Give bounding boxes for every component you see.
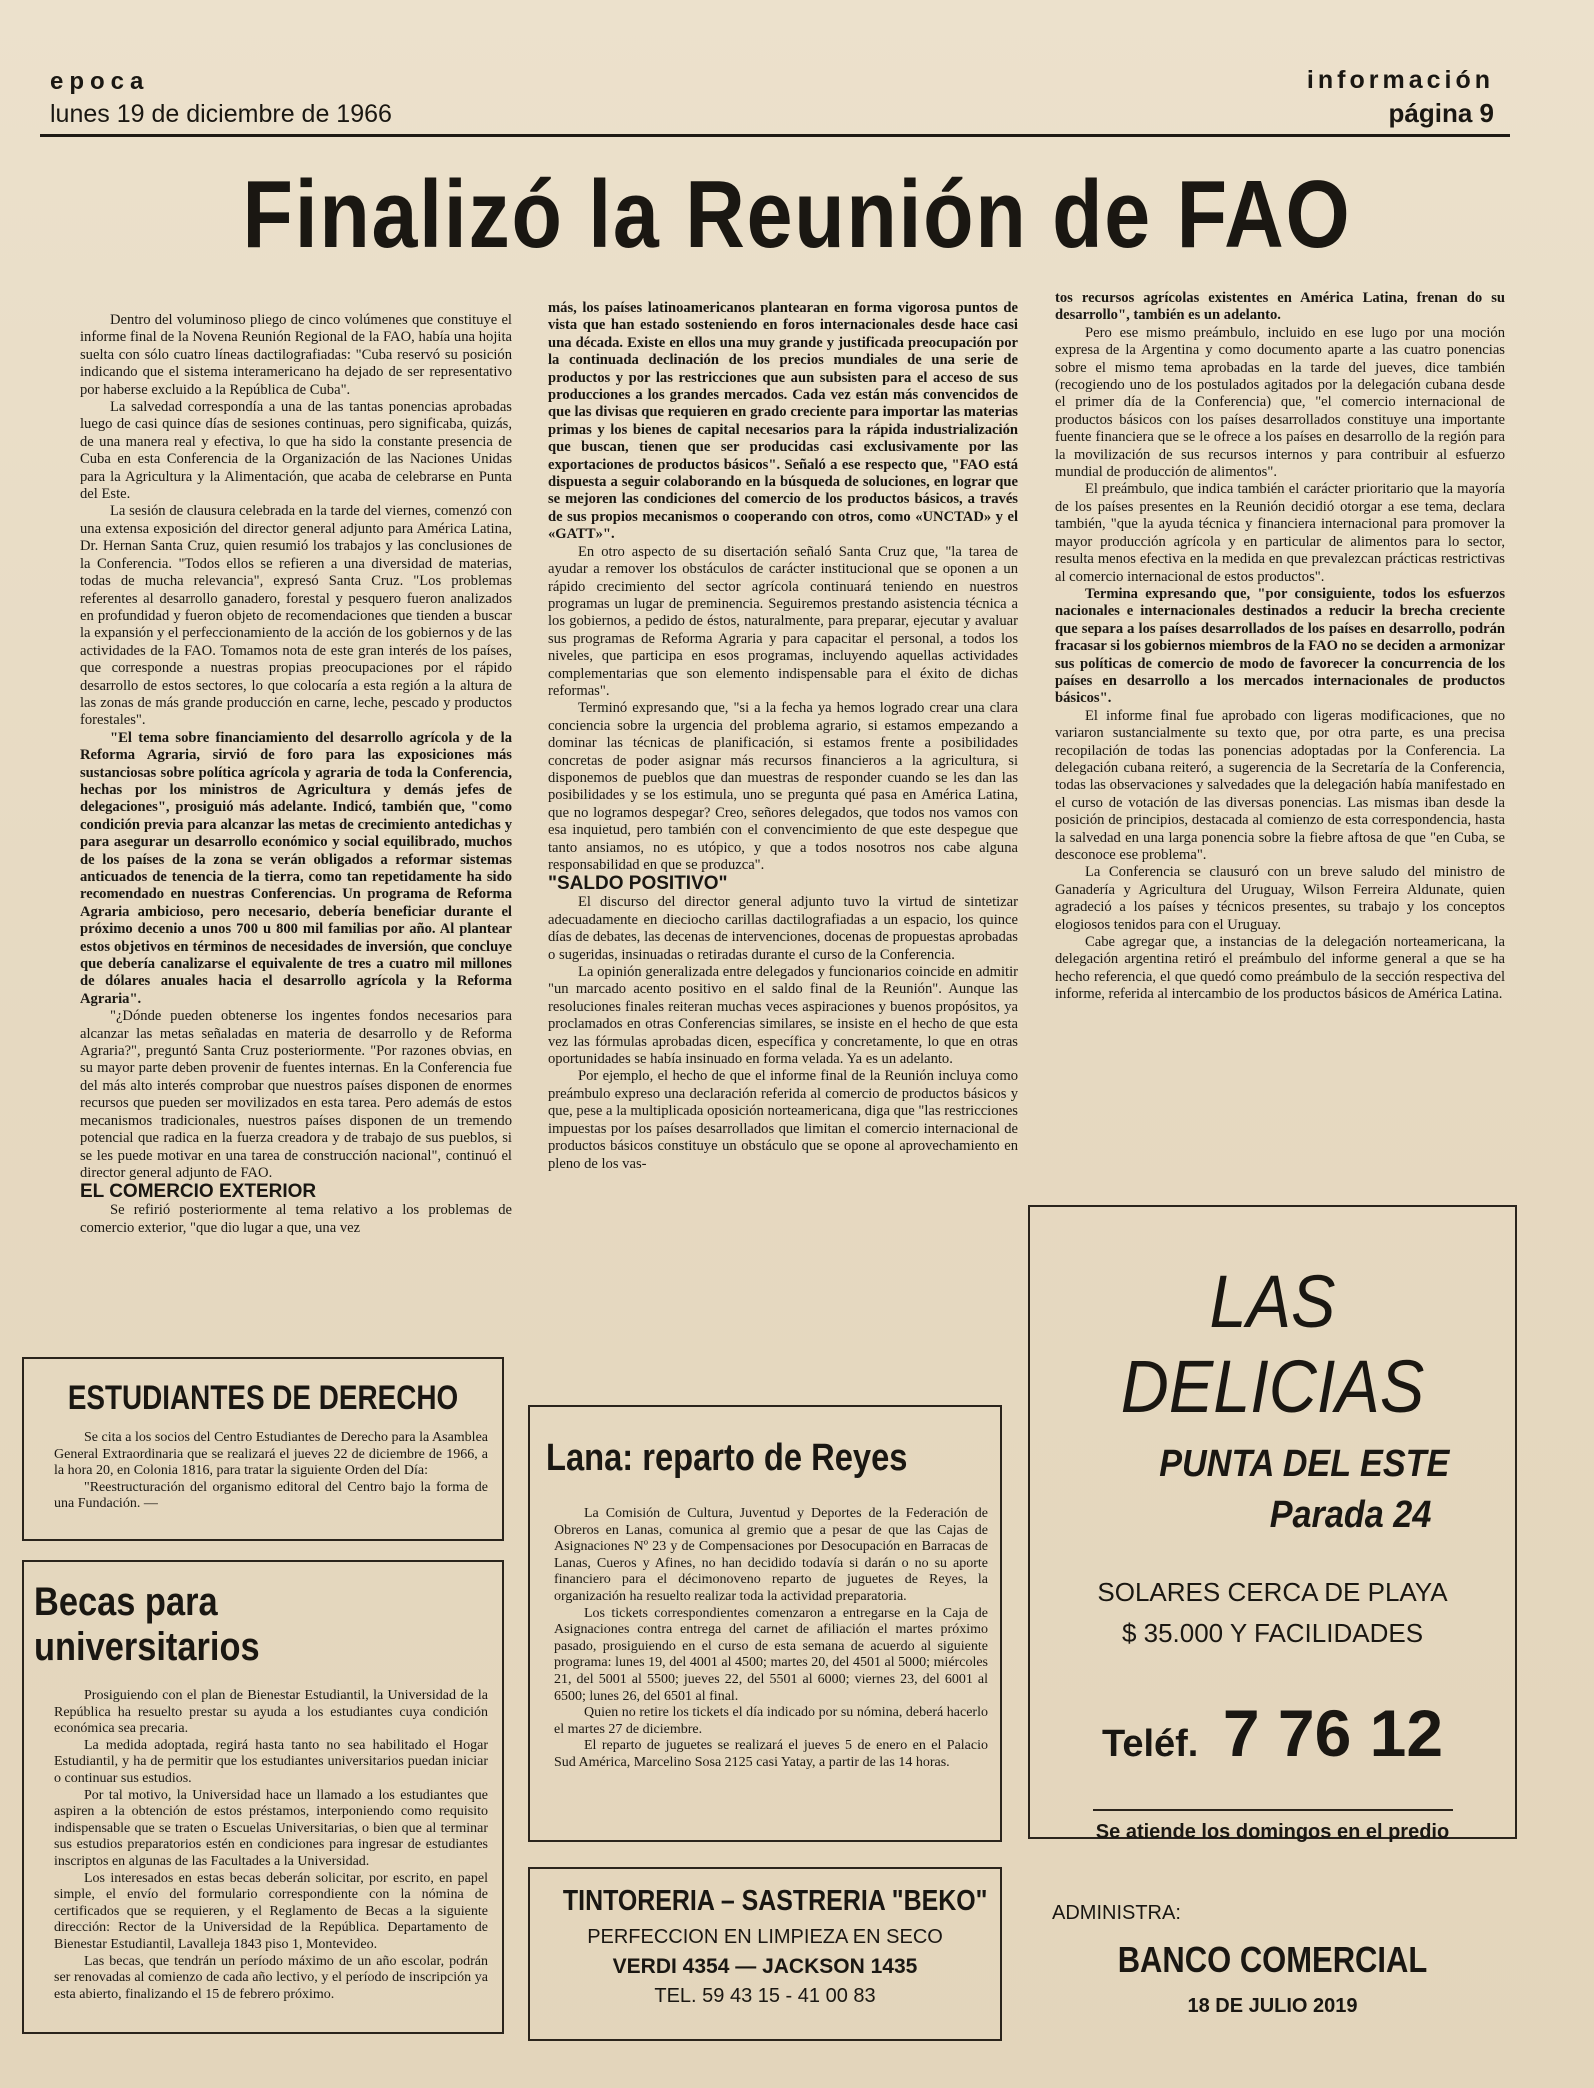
ad-place: PUNTA DEL ESTE [1159,1443,1450,1485]
paragraph: Por tal motivo, la Universidad hace un llamado a los estudiantes que aspiren a la obtención de estos préstamos, interponiendo como requisito indispensable que se traten o Escuelas Universitarias, o bien que al terminar sus estudios preparatorios estén en condiciones para ingresar de estudiantes inscriptos en algunas de las Facultades a la Universidad. [54,1787,488,1869]
ad-name: LAS DELICIAS [1120,1260,1425,1428]
paragraph: La sesión de clausura celebrada en la tarde del viernes, comenzó con una extensa exposición del director general adjunto para América Latina, Dr. Hernan Santa Cruz, quien resumió los trabajos y las conclusiones de la Conferencia. "Todos ellos se refieren a una diversidad de materias, todas de mucha relevancia", expresó Santa Cruz. "Los problemas referentes al desarrollo ganadero, forestal y pesquero fueron analizados en profundidad y fueron objeto de recomendaciones que tienden a buscar la expansión y el perfeccionamiento de la acción de los gobiernos y de las actividades de la FAO. Tomamos nota de este gran interés de los países, que corresponde a nuestras propias preocupaciones por el rápido desarrollo de estos sectores, lo que colocaría a esta región a la altura de las zonas de más grande producción en carne, leche, pescado y productos forestales". [80,503,512,729]
paragraph: La salvedad correspondía a una de las tantas ponencias aprobadas luego de casi quince días de sesiones continuas, pero significaba, quizás, de una manera real y efectiva, lo que ha sido la constante presencia de Cuba en esta Conferencia de la Organización de las Naciones Unidas para la Agricultura y la Alimentación, que acaba de celebrarse en Punta del Este. [80,399,512,503]
paragraph: La Conferencia se clausuró con un breve saludo del ministro de Ganadería y Agricultura del Uruguay, Wilson Ferreira Aldunate, quien agradeció a los países y técnicos presentes, su trabajo y los conceptos elogiosos tenidos para con el Uruguay. [1055,864,1505,933]
ad-admin-label: ADMINISTRA: [1052,1902,1181,1924]
notice-lana-reparto-reyes [528,1405,1002,1842]
article-column-1 [80,312,512,1237]
paragraph: El informe final fue aprobado con ligeras modificaciones, que no variaron sustancialmente su texto que, por otra parte, es una precisa recopilación de todas las ponencias adoptadas por la Conferencia. La delegación cubana reiteró, a sugerencia de la Secretaría de la Conferencia, todas las observaciones y salvedades que la delegación había manifestado en el curso de votación de las diversas ponencias. Las mismas iban desde la posición de principios, destacada al comienzo de esta correspondencia, hasta la salvedad en una larga ponencia sobre la fiebre aftosa de que "en Cuba, se desconoce ese problema". [1055,707,1505,863]
paragraph: Los tickets correspondientes comenzaron a entregarse en la Caja de Asignaciones contra entrega del carnet de afiliación el martes próximo pasado, prosiguiendo en el curso de esta semana de acuerdo al siguiente programa: lunes 19, del 4001 al 4500; martes 20, del 4501 al 5000; miércoles 21, del 5001 al 5500; jueves 22, del 5501 al 6000; viernes 23, del 6001 al 6500; lunes 26, del 6501 al final. [554,1605,988,1704]
subhead-comercio-exterior: EL COMERCIO EXTERIOR [80,1181,317,1203]
ad-phone [1030,1695,1515,1771]
paragraph: La Comisión de Cultura, Juventud y Deportes de la Federación de Obreros en Lanas, comunica al gremio que a pesar de que las Cajas de Asignaciones Nº 23 y de Compensaciones por Desocupación en Barracas de Lanas, Cueros y Afines, no han decidido todavía si darán o no su aporte financiero para el décimonoveno reparto de juguetes de Reyes, la organización ha resuelto realizar toda la actividad preparatoria. [554,1506,988,1604]
paragraph: más, los países latinoamericanos plantearan en forma vigorosa puntos de vista que han estado sosteniendo en foros internacionales desde hace casi una década. Existe en ellos una muy grande y justificada preocupación por la continuada declinación de los precios mundiales de una serie de productos y por las restricciones que aun subsisten para el acceso de sus producciones a los grandes mercados. Cada vez están más convencidos de que las divisas que requieren en grado creciente para importar las materias primas y los bienes de capital necesarios para la rápida industrialización que buscan, tienen que ser producidas casi exclusivamente por las exportaciones de productos básicos". Señaló a ese respecto que, "FAO está dispuesta a seguir colaborando en la búsqueda de soluciones, en lograr que se mejoren las condiciones del comercio de los productos básicos, a través de sus propios mecanismos o cooperando con otros, como «UNCTAD» y el «GATT»". [548,300,1018,543]
issue-date: lunes 19 de diciembre de 1966 [50,100,392,128]
page-number: página 9 [1388,98,1494,128]
paragraph: Terminó expresando que, "si a la fecha ya hemos logrado crear una clara conciencia sobre la urgencia del problema agrario, si estamos empezando a dominar las técnicas de planificación, si estamos frente a posibilidades concretas de poder asignar más recursos financieros a la agricultura, si disponemos de pueblos que dan muestras de responder cuando se les dan las posibilidades y se los estimula, uno se pregunta qué pasa en América Latina, que no logramos despegar? Creo, señores delegados, que todos nos vamos con esa inquietud, pero también con el convencimiento de que este despegue que tanto ansiamos, no es utópico, y que a todos nosotros nos cabe alguna responsabilidad en que se produzca". [548,700,1018,873]
paragraph: El reparto de juguetes se realizará el jueves 5 de enero en el Palacio Sud América, Marcelino Sosa 2125 casi Yatay, a partir de las 14 horas. [554,1738,988,1770]
paragraph: Las becas, que tendrán un período máximo de un año escolar, podrán ser renovadas al comienzo de cada año lectivo, y el período de inscripción ya esta abierto, finalizando el 15 de febrero próximo. [54,1953,488,2002]
page-headline: Finalizó la Reunión de FAO [242,161,1352,268]
notice-becas-universitarios [22,1560,504,2034]
ad-line-price: $ 35.000 Y FACILIDADES [1121,1618,1424,1648]
paragraph: El preámbulo, que indica también el carácter prioritario que la mayoría de los países presentes en la Reunión decidió otorgar a ese tema, declara también, "que la ayuda técnica y financiera internacional para promover la mayor producción agrícola y en particular de alimentos para lo sector, resulta menos efectiva en la medida en que prevalezcan prácticas restrictivas al comercio internacional de estos productos". [1055,481,1505,585]
article-column-2 [548,300,1018,1173]
ad-las-delicias [1028,1205,1517,2017]
notice-estudiantes-derecho [22,1357,504,1541]
notice-body [530,1506,1000,1772]
paragraph: Pero ese mismo preámbulo, incluido en ese lugo por una moción expresa de la Argentina y como documento aparte a las cuatro ponencias sobre el mismo tema aprobadas en la tarde del jueves, dice también (recogiendo uno de los postulados agitados por la delegación cubana desde el primer día de la Conferencia) que, "el comercio internacional de productos básicos con los países desarrollados constituye una importante fuente financiera que se le ofrece a los países en desarrollo de la región para la movilización de sus recursos internos y para contribuir al esfuerzo mundial de producción de alimentos". [1055,324,1505,481]
paragraph: tos recursos agrícolas existentes en América Latina, frenan do su desarrollo", también es un adelanto. [1055,290,1505,324]
ad-address: VERDI 4354 — JACKSON 1435 [612,1955,918,1978]
header-rule [40,134,1510,137]
ad-phone-number: 7 76 12 [1222,1696,1444,1770]
ad-divider [1093,1809,1453,1811]
ad-phone-label: Teléf. [1101,1723,1199,1765]
paragraph: Por ejemplo, el hecho de que el informe final de la Reunión incluya como preámbulo expreso una declaración referida al comercio de productos básicos y que, pese a la multiplicada oposición norteamericana, diga que "las restricciones impuestas por los países desarrollados que limitan el comercio internacional de productos básicos constituye un obstáculo que se opone al aprovechamiento en pleno de los vas- [548,1068,1018,1172]
ad-tagline: PERFECCION EN LIMPIEZA EN SECO [587,1926,943,1948]
ad-parada: Parada 24 [1269,1494,1432,1536]
paragraph: Prosiguiendo con el plan de Bienestar Estudiantil, la Universidad de la República ha resuelto prestar su ayuda a los estudiantes cuya condición económica sea precaria. [54,1688,488,1737]
section-label-epoca: epoca [50,68,150,95]
paragraph: Dentro del voluminoso pliego de cinco volúmenes que constituye el informe final de la Novena Reunión Regional de la FAO, había una hojita suelta con sólo cuatro líneas dactilografiadas: "Cuba reservó su posición indicando que el sistema interamericano ha dejado de ser representativo por haberse excluido a la República de Cuba". [80,312,512,398]
ad-tintoreria-beko [528,1867,1002,2041]
paragraph: Se refirió posteriormente al tema relativo a los problemas de comercio exterior, "que dio lugar a que, una vez [80,1202,512,1236]
section-label-informacion: información [1306,66,1494,94]
paragraph: Quien no retire los tickets el día indicado por su nómina, deberá hacerlo el martes 27 de diciembre. [554,1705,988,1737]
paragraph: Se cita a los socios del Centro Estudiantes de Derecho para la Asamblea General Extraordinaria que se realizará el jueves 22 de diciembre de 1966, a la hora 20, en Colonia 1816, para tratar la siguiente Orden del Día: [54,1430,488,1478]
ad-line-solares: SOLARES CERCA DE PLAYA [1097,1577,1448,1607]
notice-body [24,1688,502,2003]
subhead-saldo-positivo: "SALDO POSITIVO" [548,873,728,895]
paragraph: Los interesados en estas becas deberán solicitar, por escrito, en papel simple, el envío del formulario correspondiente con la nómina de certificados que se requieren, y el Reglamento de Becas a la siguiente dirección: Rector de la Universidad de la República. Departamento de Bienestar Estudiantil, Lavalleja 1843 piso 1, Montevideo. [54,1870,488,1952]
article-column-3 [1055,290,1505,1004]
notice-title: ESTUDIANTES DE DERECHO [67,1379,459,1417]
paragraph: "El tema sobre financiamiento del desarrollo agrícola y de la Reforma Agraria, sirvió de foro para las exposiciones más sustanciosas sobre política agrícola y agraria de toda la Conferencia, hechas por los ministros de Agricultura y demás jefes de delegaciones", prosiguió más adelante. Indicó, también que, "como condición previa para alcanzar las metas de crecimiento antedichas y para asegurar un desarrollo económico y social equilibrado, muchos de los países de la zona se verán obligados a reformar sistemas anticuados de tenencia de la tierra, como tan repetidamente ha sido recomendado en nuestras Conferencias. Un programa de Reforma Agraria ambicioso, pero necesario, debería beneficiar durante el próximo decenio a unos 700 u 800 mil familias por año. Al plantear estos objetivos en términos de necesidades de inversión, que concluye que debería canalizarse el equivalente de tres a cuatro mil millones de dólares anuales hacia el desarrollo agrícola y la Reforma Agraria". [80,729,512,1007]
paragraph: Termina expresando que, "por consiguiente, todos los esfuerzos nacionales e internacionales destinados a reducir la brecha creciente que separa a los países desarrollados de los países en desarrollo, podrán fracasar si los gobiernos miembros de la FAO no se deciden a armonizar sus políticas de comercio de modo de favorecer la concurrencia de los países en desarrollo a los mercados internacionales de productos básicos". [1055,585,1505,707]
paragraph: El discurso del director general adjunto tuvo la virtud de sintetizar adecuadamente en dieciocho carillas dactilografiadas a un espacio, los quince días de debates, las decenas de intervenciones, docenas de propuestas aprobadas o sugeridas, insinuadas o retiradas durante el curso de la Conferencia. [548,894,1018,963]
paragraph: En otro aspecto de su disertación señaló Santa Cruz que, "la tarea de ayudar a remover los obstáculos de carácter institucional que se oponen a un rápido crecimiento del sector agrícola continuará teniendo en nuestros programas un lugar de preminencia. Seguiremos prestando asistencia técnica a los gobiernos, a pedido de éstos, naturalmente, para preparar, ejecutar y avaluar sus programas de Reforma Agraria y para capacitar el personal, a todos los niveles, que participa en esos programas, incluyendo aquellas actividades complementarias que son elemento indispensable para el éxito de dichas reformas". [548,543,1018,699]
notice-body [24,1430,502,1513]
ad-address: 18 DE JULIO 2019 [1187,1995,1358,2017]
notice-title: Becas para universitarios [34,1580,260,1669]
paragraph: Cabe agregar que, a instancias de la delegación norteamericana, la delegación argentina retiró el preámbulo del informe general a que se ha hecho referencia, el que quedó como preámbulo de la sección respectiva del informe, referida al intercambio de los productos básicos de América Latina. [1055,934,1505,1003]
ad-name: TINTORERIA – SASTRERIA "BEKO" [562,1885,988,1917]
paragraph: La medida adoptada, regirá hasta tanto no sea habilitado el Hogar Estudiantil, y ha de permitir que los estudiantes universitarios puedan iniciar o continuar sus estudios. [54,1737,488,1786]
notice-title: Lana: reparto de Reyes [546,1437,908,1479]
ad-note: Se atiende los domingos en el predio [1095,1821,1450,1843]
ad-admin-name: BANCO COMERCIAL [1117,1939,1428,1980]
paragraph: La opinión generalizada entre delegados y funcionarios coincide en admitir "un marcado acento positivo en el saldo final de la Reunión". Aunque las resoluciones finales reiteran muchas veces aspiraciones y buenos propósitos, ya proclamados en otras Conferencias similares, se insiste en el hecho de que esta vez las fórmulas aprobadas dicen, específica y concretamente, lo que en otras oportunidades se había insinuado en forma velada. Ya es un adelanto. [548,964,1018,1068]
paragraph: "Reestructuración del organismo editoral del Centro bajo la forma de una Fundación. — [54,1479,488,1511]
paragraph: "¿Dónde pueden obtenerse los ingentes fondos necesarios para alcanzar las metas señaladas en materia de desarrollo y de Reforma Agraria?", preguntó Santa Cruz posteriormente. "Por razones obvias, en su mayor parte deben provenir de fuentes internas. En la Conferencia fue del más alto interés comprobar que nuestros países disponen de enormes recursos que pueden ser movilizados en esta tarea. Pero además de estos mecanismos tradicionales, nuestros países disponen de un tremendo potencial que radica en la fuerza creadora y de trabajo de sus pueblos, si se les puede motivar en una tarea de construcción nacional", continuó el director general adjunto de FAO. [80,1008,512,1181]
ad-phone: TEL. 59 43 15 - 41 00 83 [654,1985,876,2007]
